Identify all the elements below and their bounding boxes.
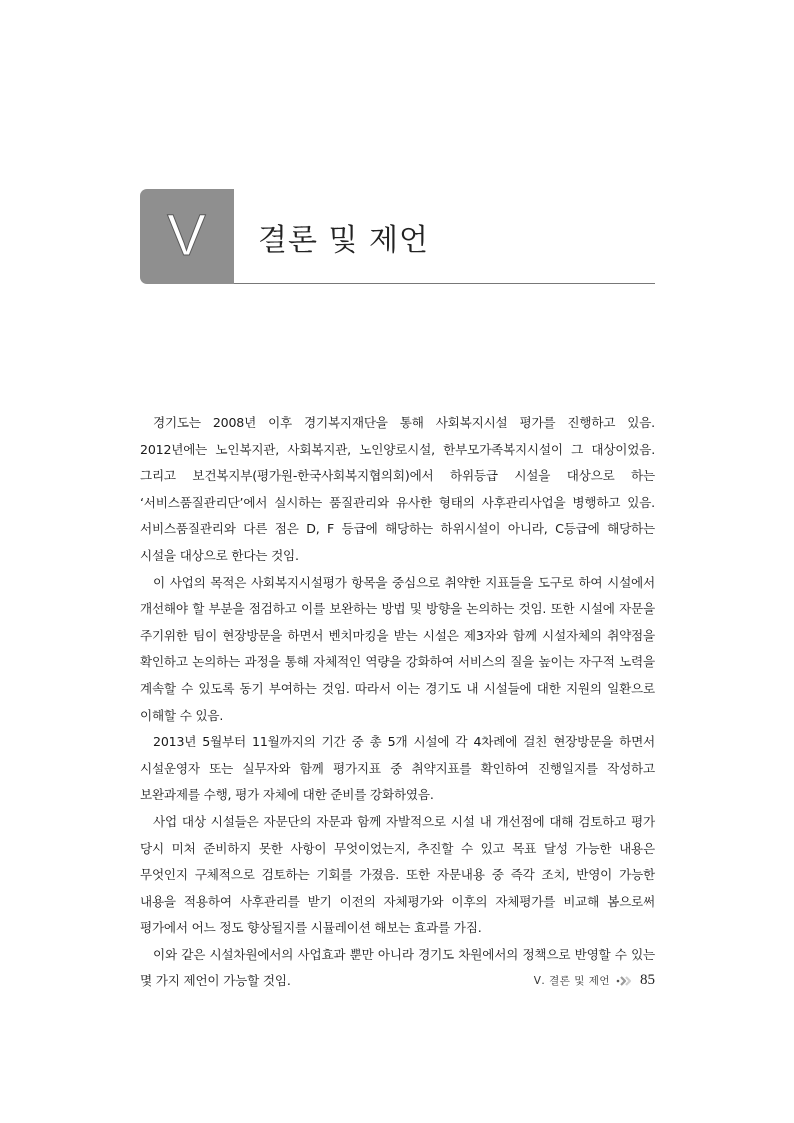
paragraph-2: 이 사업의 목적은 사회복지시설평가 항목을 중심으로 취약한 지표들을 도구로 하여 시설에서 개선해야 할 부분을 점검하고 이를 보완하는 방법 및 방향을 논의하는 것임. 또한 시설에 자문을 주기위한 팀이 현장방문을 하면서 벤치마킹을 받는 시설은 제3자와 함께 시설자체의 취약점을 확인하고 논의하는 과정을 통해 자체적인 역량을 강화하여 서비스의 질을 높이는 자구적 노력을 계속할 수 있도록 동기 부여하는 것임. 따라서 이는 경기도 내 시설들에 대한 지원의 일환으로 이해할 수 있음. (140, 574, 655, 723)
paragraph-5: 이와 같은 시설차원에서의 사업효과 뿐만 아니라 경기도 차원에서의 정책으로 반영할 수 있는 몇 가지 제언이 가능할 것임. (140, 946, 655, 989)
paragraph-3: 2013년 5월부터 11월까지의 기간 중 총 5개 시설에 각 4차례에 걸친 현장방문을 하면서 시설운영자 또는 실무자와 함께 평가지표 중 취약지표를 확인하여 진행일지를 작성하고 보완과제를 수행, 평가 자체에 대한 준비를 강화하였음. (140, 734, 655, 803)
page-footer (534, 972, 655, 989)
body-text (140, 410, 655, 995)
chapter-numeral: V (167, 203, 207, 268)
title-underline (234, 283, 655, 284)
paragraph-1: 경기도는 2008년 이후 경기복지재단을 통해 사회복지시설 평가를 진행하고 있음. 2012년에는 노인복지관, 사회복지관, 노인양로시설, 한부모가족복지시설이 그 대상이었음. 그리고 보건복지부(평가원-한국사회복지협의회)에서 하위등급 시설을 대상으로 하는 ‘서비스품질관리단’에서 실시하는 품질관리와 유사한 형태의 사후관리사업을 병행하고 있음. 서비스품질관리와 다른 점은 D, F 등급에 해당하는 하위시설이 아니라, C등급에 해당하는 시설을 대상으로 한다는 것임. (140, 415, 655, 563)
chapter-number-box (140, 189, 234, 284)
running-head: Ⅴ. 결론 및 제언 (533, 975, 610, 987)
page-number: 85 (640, 972, 655, 988)
paragraph-4: 사업 대상 시설들은 자문단의 자문과 함께 자발적으로 시설 내 개선점에 대해 검토하고 평가 당시 미처 준비하지 못한 사항이 무엇이었는지, 추진할 수 있고 목표 달성 가능한 내용은 무엇인지 구체적으로 검토하는 기회를 가졌음. 또한 자문내용 중 즉각 조치, 반영이 가능한 내용을 적용하여 사후관리를 받기 이전의 자체평가와 이후의 자체평가를 비교해 봄으로써 평가에서 어느 정도 향상될지를 시뮬레이션 해보는 효과를 가짐. (140, 813, 655, 936)
chapter-title: 결론 및 제언 (258, 223, 429, 258)
double-chevron-right-icon (616, 975, 634, 987)
